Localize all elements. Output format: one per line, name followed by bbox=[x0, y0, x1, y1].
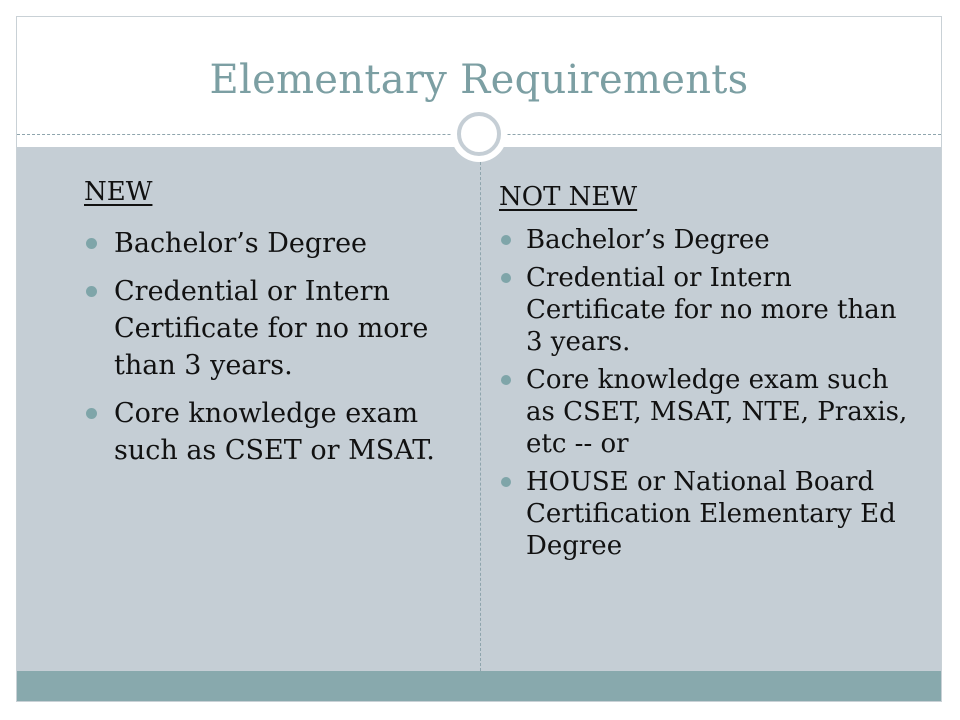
bullet-icon bbox=[501, 235, 511, 245]
list-item-text: Core knowledge exam such as CSET, MSAT, NTE, Praxis, etc -- or bbox=[526, 365, 908, 459]
list-item bbox=[84, 395, 464, 469]
slide bbox=[16, 16, 942, 702]
list-item bbox=[499, 466, 919, 562]
circle-ornament-inner bbox=[457, 112, 501, 156]
bullet-icon bbox=[86, 286, 97, 297]
right-column bbox=[499, 182, 919, 568]
bullet-icon bbox=[86, 408, 97, 419]
list-item bbox=[499, 262, 919, 358]
right-column-heading: NOT NEW bbox=[499, 182, 638, 212]
footer-bar bbox=[17, 671, 941, 702]
list-item-text: Credential or Intern Certificate for no more than 3 years. bbox=[114, 276, 429, 381]
bullet-icon bbox=[501, 375, 511, 385]
list-item-text: Core knowledge exam such as CSET or MSAT. bbox=[114, 398, 435, 466]
circle-ornament-icon bbox=[451, 106, 507, 162]
slide-title: Elementary Requirements bbox=[209, 57, 749, 103]
left-bullet-list bbox=[84, 225, 464, 469]
list-item bbox=[84, 273, 464, 384]
right-bullet-list bbox=[499, 224, 919, 562]
column-divider bbox=[480, 147, 481, 671]
left-column-heading: NEW bbox=[84, 177, 153, 207]
bullet-icon bbox=[501, 477, 511, 487]
list-item-text: Bachelor’s Degree bbox=[114, 228, 368, 259]
list-item bbox=[84, 225, 464, 262]
list-item-text: HOUSE or National Board Certification Elementary Ed Degree bbox=[526, 467, 896, 561]
list-item-text: Bachelor’s Degree bbox=[526, 225, 770, 255]
list-item bbox=[499, 224, 919, 256]
list-item-text: Credential or Intern Certificate for no more than 3 years. bbox=[526, 263, 897, 357]
list-item bbox=[499, 364, 919, 460]
bullet-icon bbox=[86, 238, 97, 249]
bullet-icon bbox=[501, 273, 511, 283]
left-column bbox=[84, 177, 464, 480]
